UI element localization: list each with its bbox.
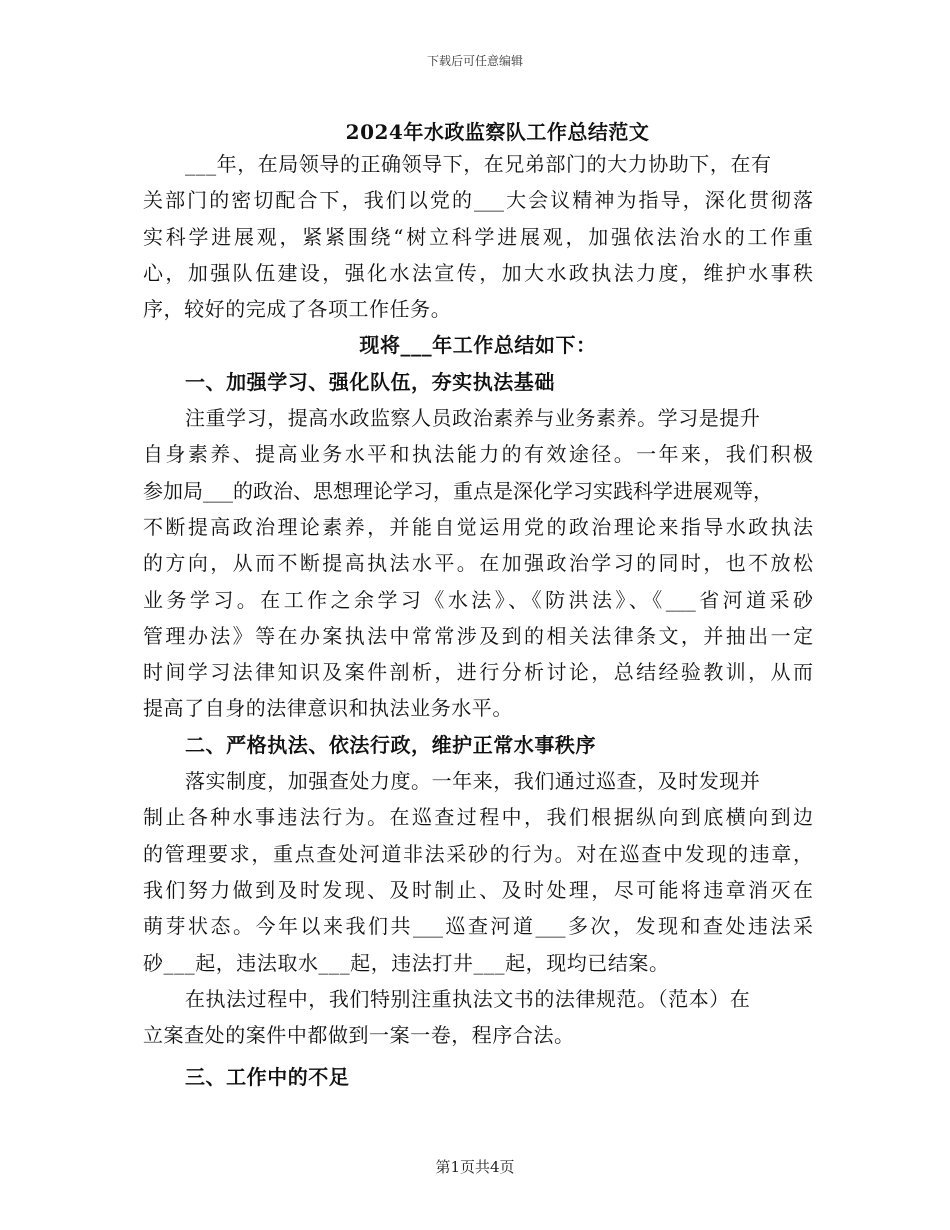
body-line: 管理办法》等在办案执法中常常涉及到的相关法律条文，并抽出一定 — [143, 623, 813, 648]
section-heading-3: 三、工作中的不足 — [185, 1065, 350, 1090]
body-line: 不断提高政治理论素养，并能自觉运用党的政治理论来指导水政执法 — [143, 514, 813, 539]
body-line: 业务学习。在工作之余学习《水法》、《防洪法》、《___省河道采砂 — [143, 587, 813, 612]
body-line: 砂___起，违法取水___起，违法打井___起，现均已结案。 — [143, 950, 670, 975]
body-line: 我们努力做到及时发现、及时制止、及时处理，尽可能将违章消灭在 — [143, 877, 813, 902]
page-indicator: 第1页共4页 — [435, 1158, 515, 1176]
header-note: 下载后可任意编辑 — [426, 54, 523, 68]
body-line: 自身素养、提高业务水平和执法能力的有效途径。一年来，我们积极 — [143, 442, 813, 467]
body-line: ___年，在局领导的正确领导下，在兄弟部门的大力协助下，在有 — [185, 152, 772, 176]
section-heading-2: 二、严格执法、依法行政，维护正常水事秩序 — [185, 732, 596, 757]
body-line: 的方向，从而不断提高执法水平。在加强政治学习的同时，也不放松 — [143, 551, 813, 576]
body-line: 实科学进展观，紧紧围绕“树立科学进展观，加强依法治水的工作重 — [143, 224, 813, 249]
summary-intro-heading: 现将___年工作总结如下： — [359, 333, 597, 358]
body-line: 萌芽状态。今年以来我们共___巡查河道___多次，发现和查处违法采 — [143, 914, 813, 939]
body-line: 落实制度，加强查处力度。一年来，我们通过巡查，及时发现并 — [185, 769, 761, 794]
body-line: 时间学习法律知识及案件剖析，进行分析讨论，总结经验教训，从而 — [143, 660, 813, 685]
body-line: 关部门的密切配合下，我们以党的___大会议精神为指导，深化贯彻落 — [143, 188, 813, 213]
body-line: 注重学习，提高水政监察人员政治素养与业务素养。学习是提升 — [185, 406, 761, 431]
document-body — [143, 146, 813, 1096]
body-line: 在执法过程中，我们特别注重执法文书的法律规范。（范本）在 — [185, 986, 751, 1011]
body-line: 心，加强队伍建设，强化水法宣传，加大水政执法力度，维护水事秩 — [143, 260, 813, 285]
body-line: 提高了自身的法律意识和执法业务水平。 — [143, 696, 513, 721]
section-heading-1: 一、加强学习、强化队伍，夯实执法基础 — [185, 369, 555, 394]
body-line: 立案查处的案件中都做到一案一卷，程序合法。 — [143, 1023, 575, 1048]
body-line: 参加局___的政治、思想理论学习，重点是深化学习实践科学进展观等， — [143, 478, 773, 503]
body-line: 制止各种水事违法行为。在巡查过程中，我们根据纵向到底横向到边 — [143, 805, 813, 830]
document-title: 2024年水政监察队工作总结范文 — [345, 120, 650, 144]
body-line: 序，较好的完成了各项工作任务。 — [143, 297, 452, 322]
body-line: 的管理要求，重点查处河道非法采砂的行为。对在巡查中发现的违章， — [143, 841, 813, 866]
